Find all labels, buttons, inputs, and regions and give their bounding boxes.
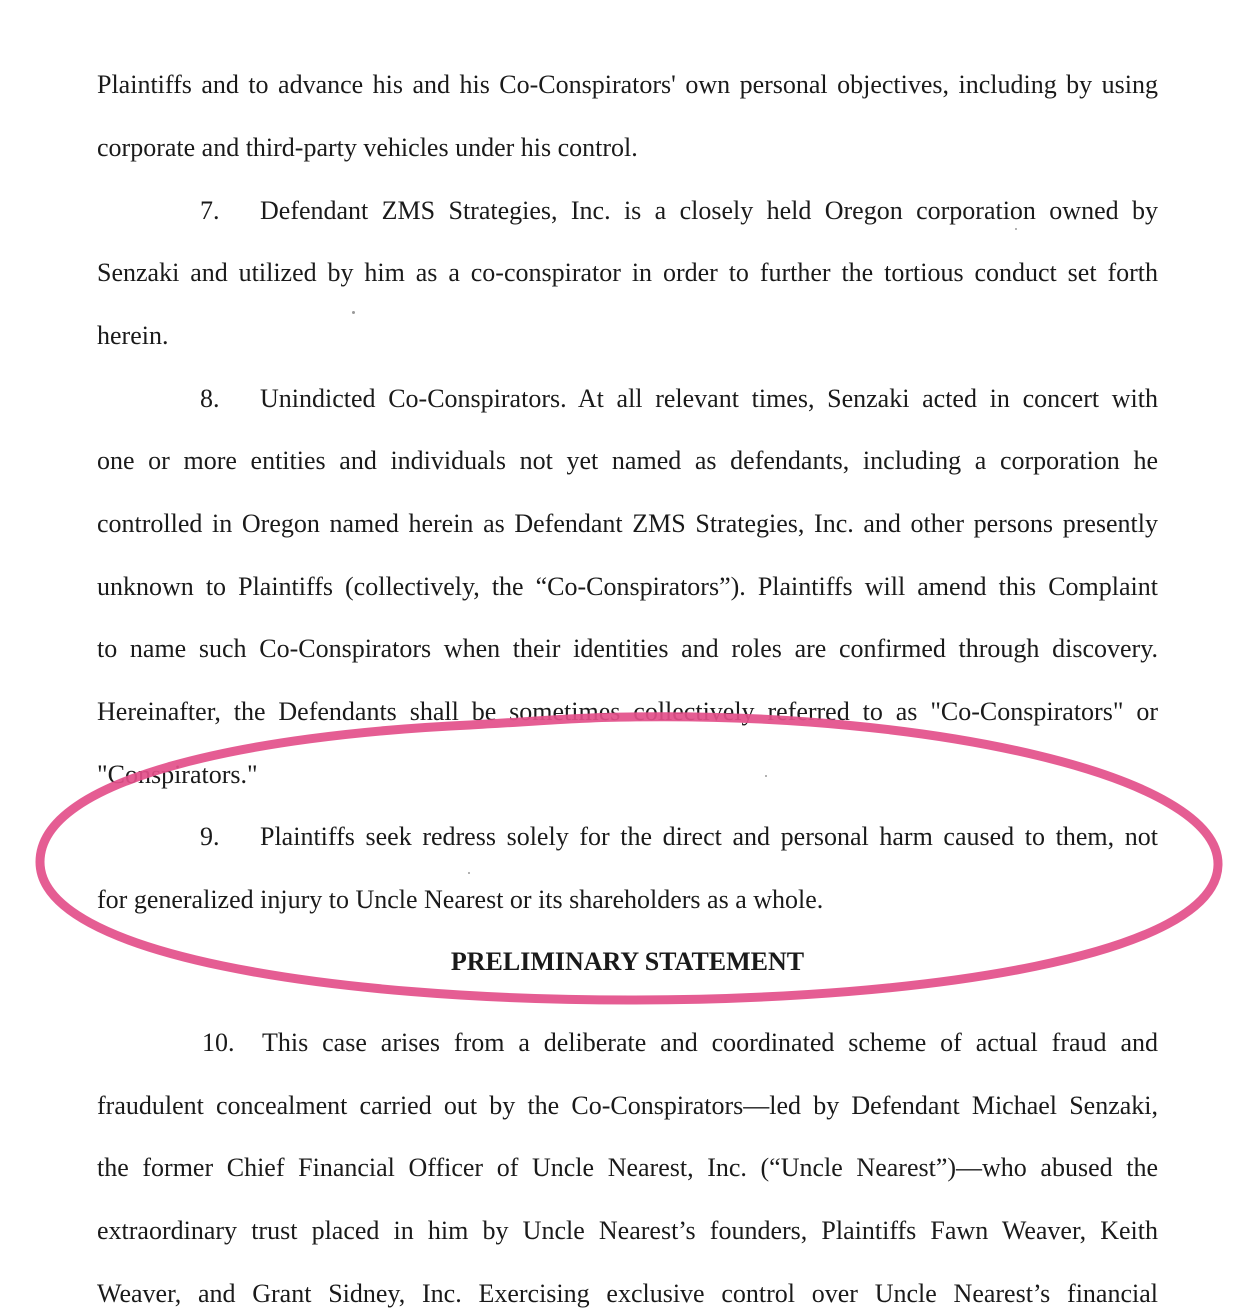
section-heading: PRELIMINARY STATEMENT	[450, 947, 805, 976]
text-line: fraudulent concealment carried out by the Co-Conspirators—led by Defendant Michael Senzaki,	[97, 1091, 1158, 1120]
text-line: Weaver, and Grant Sidney, Inc. Exercising exclusive control over Uncle Nearest’s financial	[97, 1279, 1158, 1308]
text-line: herein.	[97, 321, 169, 350]
text-line: Senzaki and utilized by him as a co-conspirator in order to further the tortious conduct set forth	[97, 258, 1158, 287]
paragraph-8-first-line	[200, 383, 1158, 415]
scan-speck	[765, 775, 767, 777]
paragraph-9-first-line	[200, 821, 1158, 853]
text-line: "Conspirators."	[97, 760, 258, 789]
text-line: Plaintiffs and to advance his and his Co-Conspirators' own personal objectives, including by using	[97, 70, 1158, 99]
paragraph-text: Unindicted Co-Conspirators. At all relevant times, Senzaki acted in concert with	[260, 384, 1158, 413]
paragraph-number: 7.	[200, 196, 220, 225]
paragraph-text: Plaintiffs seek redress solely for the direct and personal harm caused to them, not	[260, 822, 1158, 851]
text-line: extraordinary trust placed in him by Uncle Nearest’s founders, Plaintiffs Fawn Weaver, Keith	[97, 1216, 1158, 1245]
text-line: corporate and third-party vehicles under his control.	[97, 133, 638, 162]
text-line: to name such Co-Conspirators when their identities and roles are confirmed through discovery.	[97, 634, 1158, 663]
text-line: unknown to Plaintiffs (collectively, the “Co-Conspirators”). Plaintiffs will amend this Complaint	[97, 572, 1158, 601]
text-line: one or more entities and individuals not yet named as defendants, including a corporation he	[97, 446, 1158, 475]
scan-speck	[1015, 228, 1017, 230]
paragraph-number: 10.	[202, 1028, 235, 1057]
paragraph-10-first-line	[202, 1027, 1158, 1059]
text-line: Hereinafter, the Defendants shall be sometimes collectively referred to as "Co-Conspirators" or	[97, 697, 1158, 726]
text-line: for generalized injury to Uncle Nearest or its shareholders as a whole.	[97, 885, 824, 914]
paragraph-number: 9.	[200, 822, 220, 851]
paragraph-text: This case arises from a deliberate and coordinated scheme of actual fraud and	[262, 1028, 1158, 1057]
paragraph-7-first-line	[200, 195, 1158, 227]
text-line: the former Chief Financial Officer of Uncle Nearest, Inc. (“Uncle Nearest”)—who abused the	[97, 1153, 1158, 1182]
paragraph-number: 8.	[200, 384, 220, 413]
paragraph-text: Defendant ZMS Strategies, Inc. is a closely held Oregon corporation owned by	[260, 196, 1158, 225]
scan-speck	[468, 872, 470, 874]
scan-speck	[352, 311, 355, 314]
text-line: controlled in Oregon named herein as Defendant ZMS Strategies, Inc. and other persons presently	[97, 509, 1158, 538]
